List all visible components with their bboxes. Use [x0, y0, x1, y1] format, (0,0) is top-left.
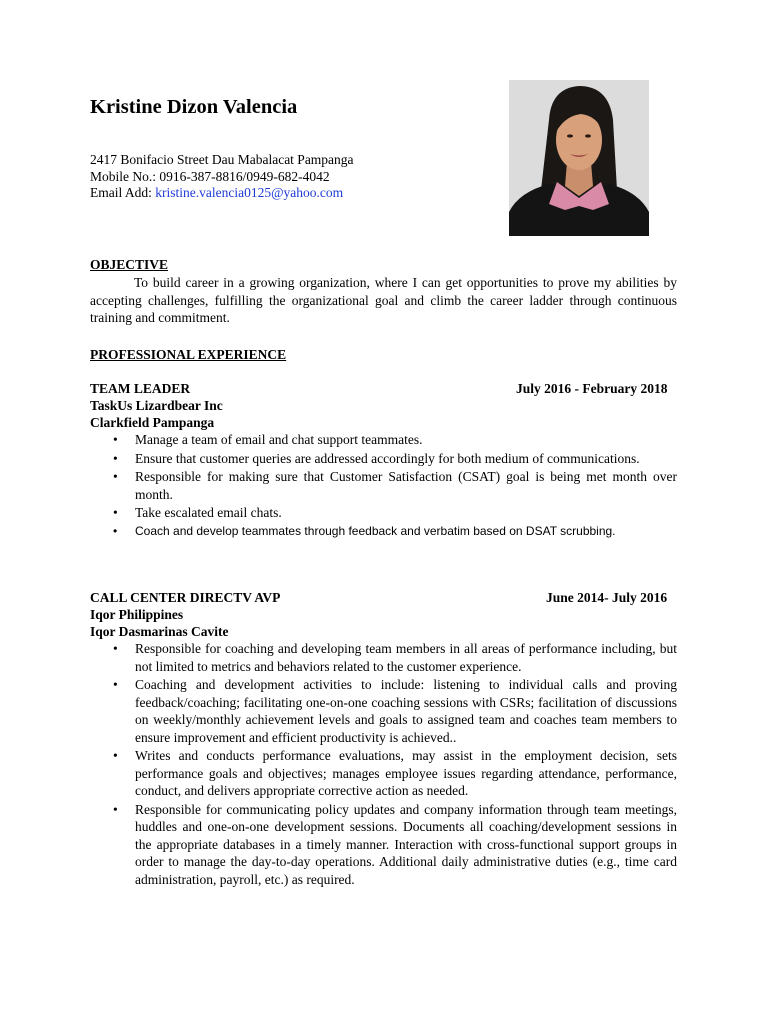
job-location: Clarkfield Pampanga [90, 414, 215, 430]
job-title: TEAM LEADER [90, 381, 191, 396]
profile-photo [509, 80, 649, 236]
mobile-line: Mobile No.: 0916-387-8816/0949-682-4042 [90, 168, 330, 184]
job-entry [90, 589, 680, 889]
applicant-name: Kristine Dizon Valencia [90, 96, 298, 118]
duty-item: • Take escalated email chats. [90, 504, 677, 522]
duty-item: • Coaching and development activities to include: listening to individual calls and proving feedback/coaching; facilitating one-on-one coaching sessions with CSRs; facilitation of discussions on weekly/monthly achievement levels and goals to assigned team and coaches team members to ensure improvement and efficient productivity is achieved.. [90, 676, 677, 746]
job-location: Iqor Dasmarinas Cavite [90, 623, 229, 639]
duty-item: • Manage a team of email and chat support teammates. [90, 431, 677, 449]
email-label: Email Add: [90, 185, 156, 200]
duty-item: • Writes and conducts performance evaluations, may assist in the employment decision, sets performance goals and objectives; manages employee issues regarding attendance, performance, conduct, and delivers appropriate corrective action as needed. [90, 747, 677, 800]
experience-heading: PROFESSIONAL EXPERIENCE [90, 347, 287, 362]
profile-photo-illustration [509, 80, 649, 236]
duty-item: • Responsible for coaching and developing team members in all areas of performance including, but not limited to metrics and behaviors related to the customer experience. [90, 640, 677, 675]
job-title-row [90, 589, 680, 606]
objective-heading: OBJECTIVE [90, 257, 169, 272]
address-line: 2417 Bonifacio Street Dau Mabalacat Pampanga [90, 152, 354, 167]
duty-item: • Ensure that customer queries are addressed accordingly for both medium of communications. [90, 450, 677, 468]
job-title: CALL CENTER DIRECTV AVP [90, 590, 281, 605]
job-title-row [90, 380, 680, 397]
objective-text: To build career in a growing organization, where I can get opportunities to prove my abilities by accepting challenges, fulfilling the organizational goal and climb the career ladder through continuous training and commitment. [90, 275, 677, 325]
job-duties-list [90, 431, 680, 540]
duty-item: • Responsible for making sure that Customer Satisfaction (CSAT) goal is being met month over month. [90, 468, 677, 503]
job-dates: June 2014- July 2016 [546, 590, 668, 605]
email-line [90, 185, 490, 202]
job-duties-list [90, 640, 680, 888]
duty-item: • Responsible for communicating policy updates and company information through team meetings, huddles and one-on-one development sessions. Documents all coaching/development sessions in the appropriate databases in a timely manner. Interaction with cross-functional support groups in order to manage the day-to-day operations. Additional daily administrative duties (e.g., time card administration, payroll, etc.) as required. [90, 801, 677, 889]
duty-item: • Coach and develop teammates through feedback and verbatim based on DSAT scrubbing. [90, 523, 677, 541]
job-entry [90, 380, 680, 541]
contact-block [90, 152, 490, 202]
email-link[interactable]: kristine.valencia0125@yahoo.com [155, 185, 344, 200]
job-company: TaskUs Lizardbear Inc [90, 398, 223, 413]
job-company: Iqor Philippines [90, 607, 184, 622]
job-dates: July 2016 - February 2018 [516, 381, 668, 396]
